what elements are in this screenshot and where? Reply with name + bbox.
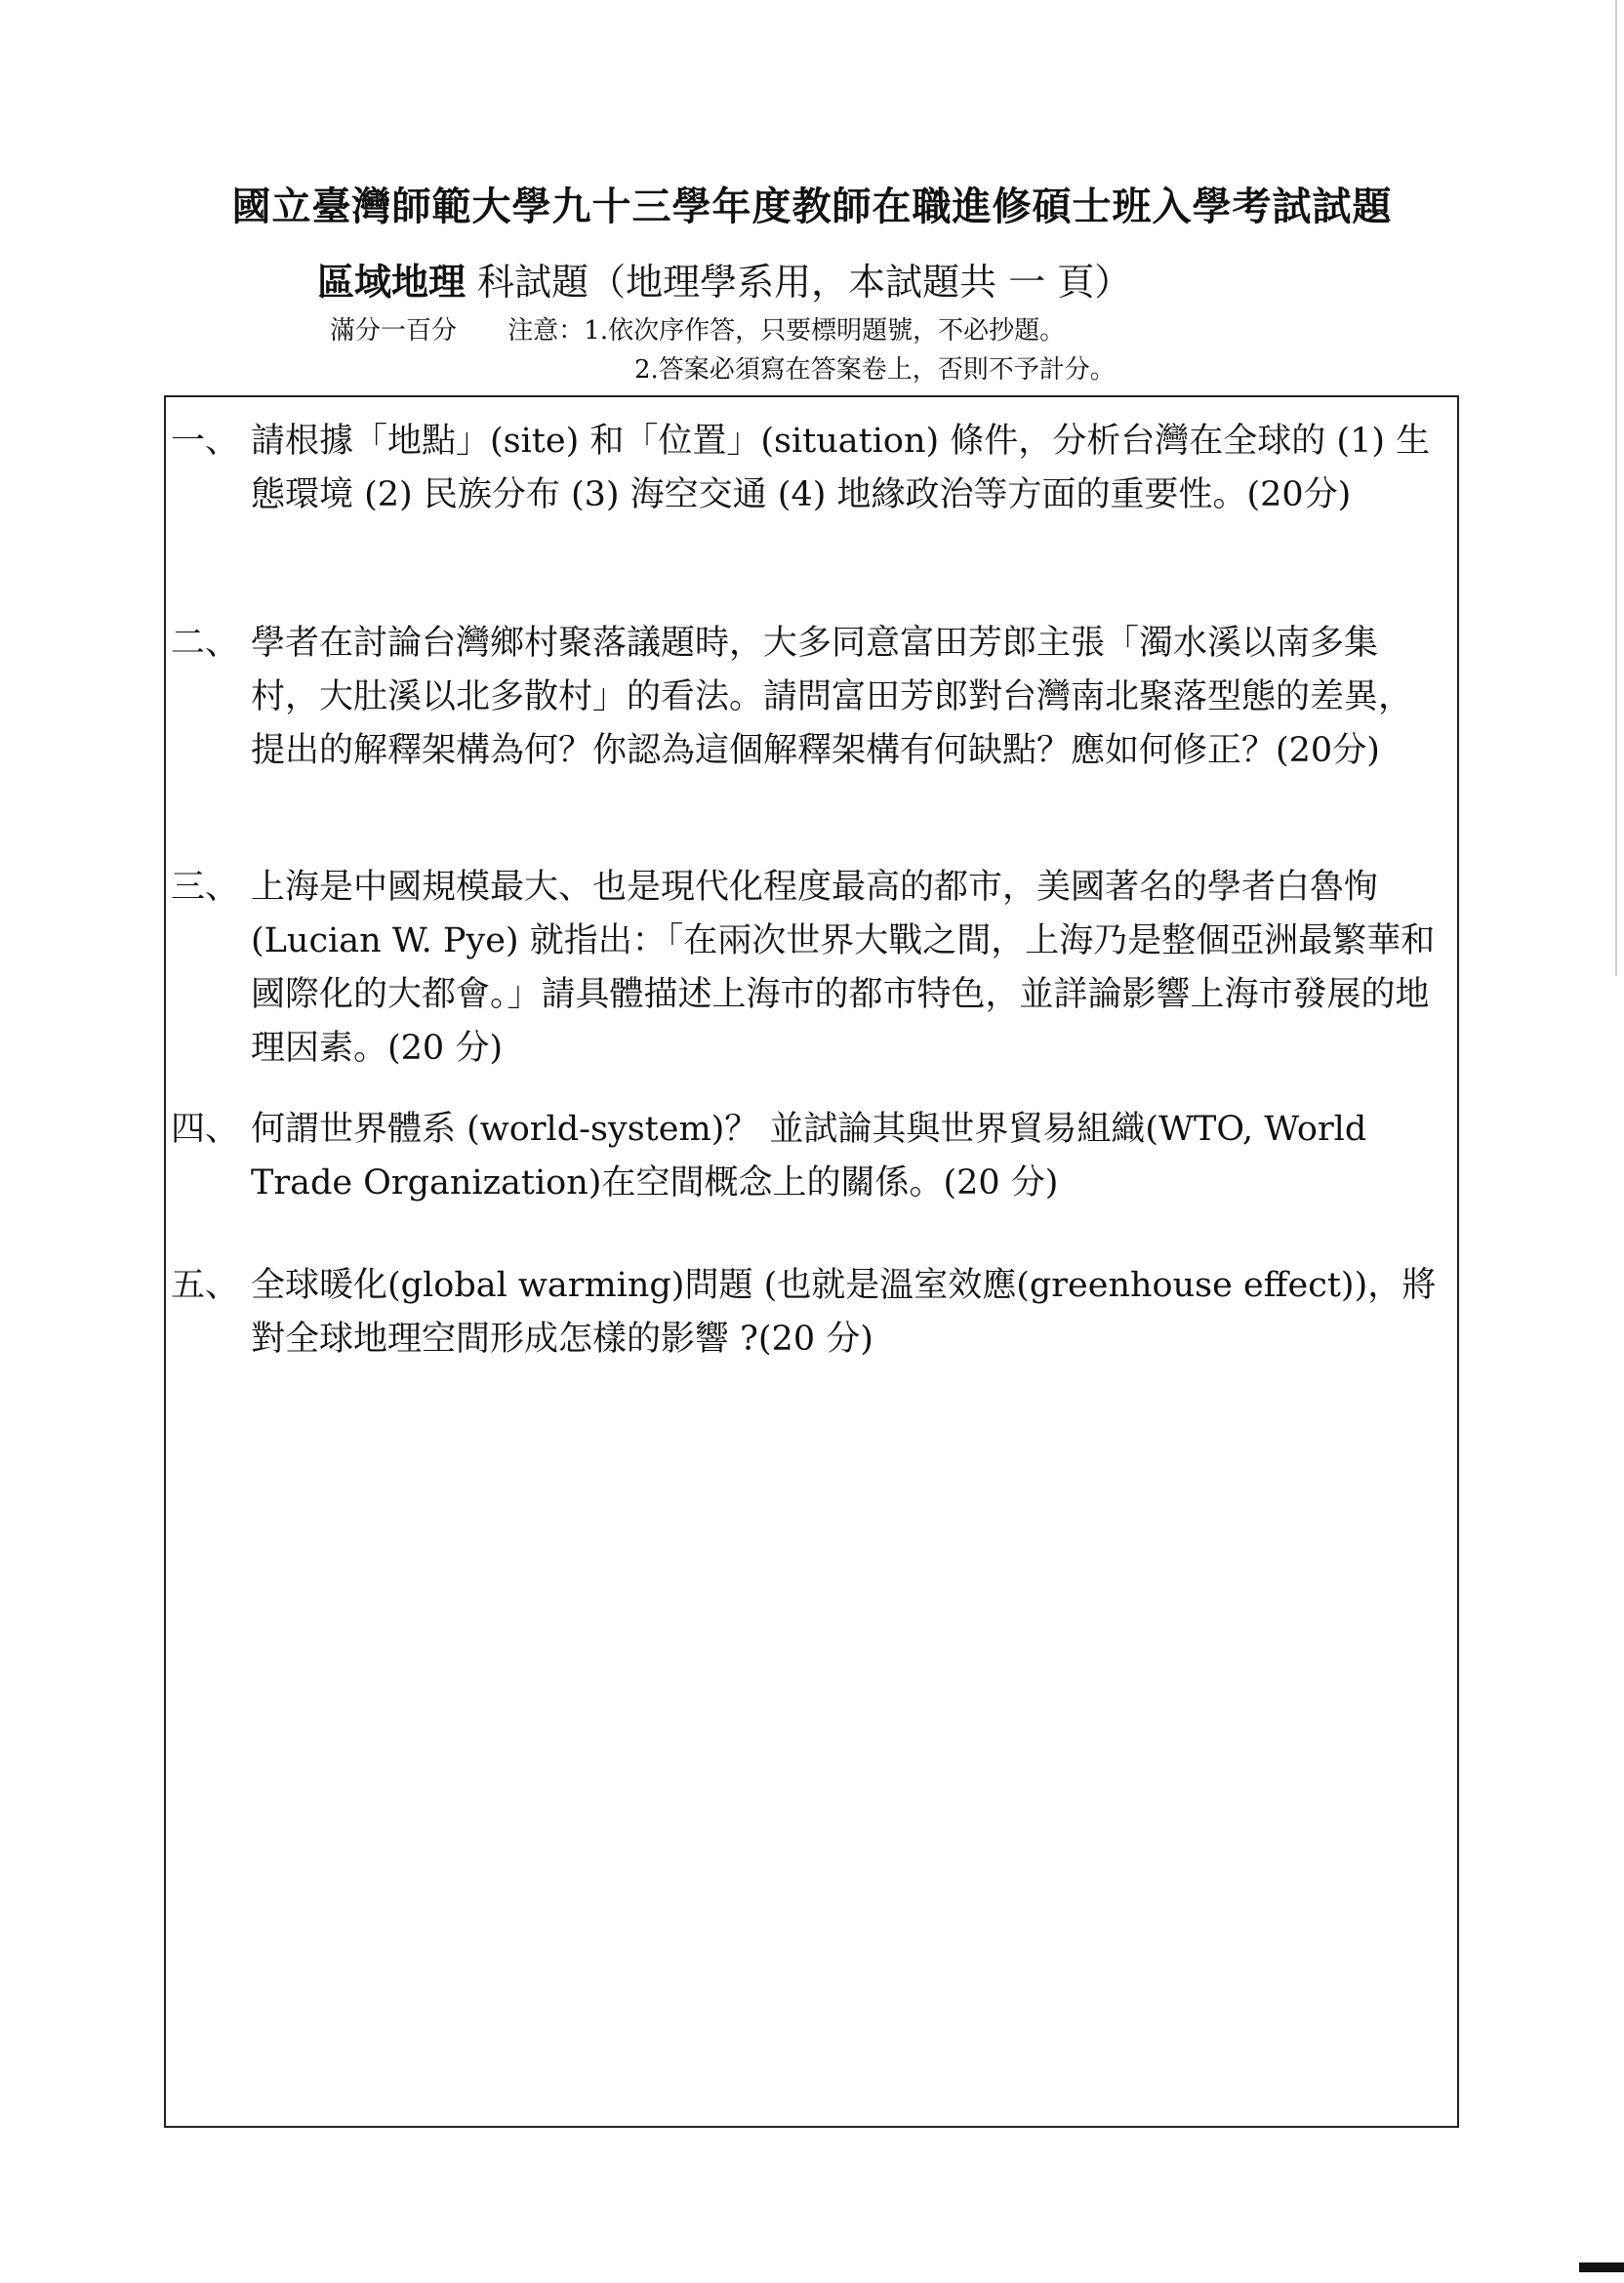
scan-corner-mark bbox=[1579, 2263, 1624, 2272]
question-text: 上海是中國規模最大、也是現代化程度最高的都市，美國著名的學者白魯恂 (Lucian W. Pye) 就指出：「在兩次世界大戰之間，上海乃是整個亞洲最繁華和國際化的大都會。」請具體描述上海市的都市特色，並詳論影響上海市發展的地理因素。(20 分) bbox=[251, 868, 1436, 1068]
question-number: 三、 bbox=[171, 868, 240, 907]
question-text: 全球暖化(global warming)問題 (也就是溫室效應(greenhouse effect))，將對全球地理空間形成怎樣的影響 ?(20 分) bbox=[251, 1266, 1437, 1359]
question-5 bbox=[171, 1259, 1440, 1366]
question-number: 五、 bbox=[171, 1266, 240, 1305]
question-number: 二、 bbox=[171, 624, 240, 663]
question-text: 請根據「地點」(site) 和「位置」(situation) 條件，分析台灣在全球的 (1) 生態環境 (2) 民族分布 (3) 海空交通 (4) 地緣政治等方面的重要性。(20分) bbox=[251, 422, 1431, 514]
question-1 bbox=[171, 415, 1440, 522]
question-3 bbox=[171, 861, 1440, 1076]
question-number: 四、 bbox=[171, 1110, 240, 1149]
question-number: 一、 bbox=[171, 422, 240, 461]
question-text: 學者在討論台灣鄉村聚落議題時，大多同意富田芳郎主張「濁水溪以南多集村，大肚溪以北多散村」的看法。請問富田芳郎對台灣南北聚落型態的差異，提出的解釋架構為何？你認為這個解釋架構有何缺點？應如何修正？(20分) bbox=[251, 624, 1413, 770]
subject-suffix: 科試題（地理學系用，本試題共 一 頁） bbox=[477, 261, 1132, 304]
exam-subtitle bbox=[317, 252, 1131, 306]
question-2 bbox=[171, 617, 1440, 778]
notice-item-2: 2.答案必須寫在答案卷上，否則不予計分。 bbox=[634, 355, 1116, 385]
exam-title: 國立臺灣師範大學九十三學年度教師在職進修碩士班入學考試試題 bbox=[231, 183, 1393, 229]
question-text: 何謂世界體系 (world-system)？ 並試論其與世界貿易組織(WTO, World Trade Organization)在空間概念上的關係。(20 分) bbox=[251, 1110, 1367, 1203]
question-4 bbox=[171, 1103, 1440, 1210]
scan-edge-line bbox=[1615, 0, 1617, 976]
subject-name: 區域地理 bbox=[317, 260, 467, 304]
full-score-label: 滿分一百分 bbox=[330, 316, 458, 346]
notice-item-1: 注意：1.依次序作答，只要標明題號，不必抄題。 bbox=[508, 316, 1066, 346]
notice-line-1 bbox=[330, 310, 1065, 347]
